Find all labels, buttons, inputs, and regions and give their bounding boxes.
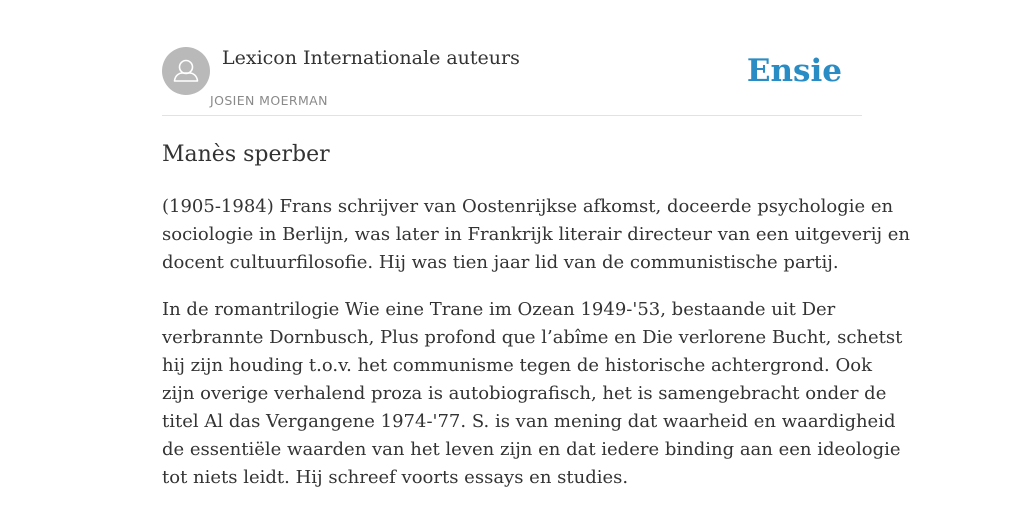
text-line: tot niets leidt. Hij schreef voorts essays en studies. — [162, 467, 629, 488]
text-line: sociologie in Berlijn, was later in Frankrijk literair directeur van een uitgeverij en — [162, 224, 911, 245]
text-line: docent cultuurfilosofie. Hij was tien jaar lid van de communistische partij. — [162, 252, 839, 273]
header — [162, 46, 862, 116]
ensie-logo[interactable]: Ensie — [746, 53, 842, 89]
paragraph-2 — [162, 296, 903, 492]
text-line: (1905-1984) Frans schrijver van Oostenrijkse afkomst, doceerde psychologie en — [162, 196, 894, 217]
author-name[interactable]: JOSIEN MOERMAN — [210, 93, 328, 108]
paragraph-1 — [162, 193, 911, 277]
article-body — [162, 193, 911, 511]
avatar[interactable] — [162, 47, 210, 95]
text-line: de essentiële waarden van het leven zijn en dat iedere binding aan een ideologie — [162, 439, 901, 460]
user-placeholder-icon — [162, 47, 210, 95]
text-line: In de romantrilogie Wie eine Trane im Ozean 1949-'53, bestaande uit Der — [162, 299, 836, 320]
text-line: hij zijn houding t.o.v. het communisme tegen de historische achtergrond. Ook — [162, 355, 872, 376]
text-line: titel Al das Vergangene 1974-'77. S. is van mening dat waarheid en waardigheid — [162, 411, 896, 432]
text-line: zijn overige verhalend proza is autobiografisch, het is samengebracht onder de — [162, 383, 887, 404]
source-title[interactable]: Lexicon Internationale auteurs — [222, 47, 520, 69]
text-line: verbrannte Dornbusch, Plus profond que l’abîme en Die verlorene Bucht, schetst — [162, 327, 903, 348]
article-title: Manès sperber — [162, 142, 330, 167]
